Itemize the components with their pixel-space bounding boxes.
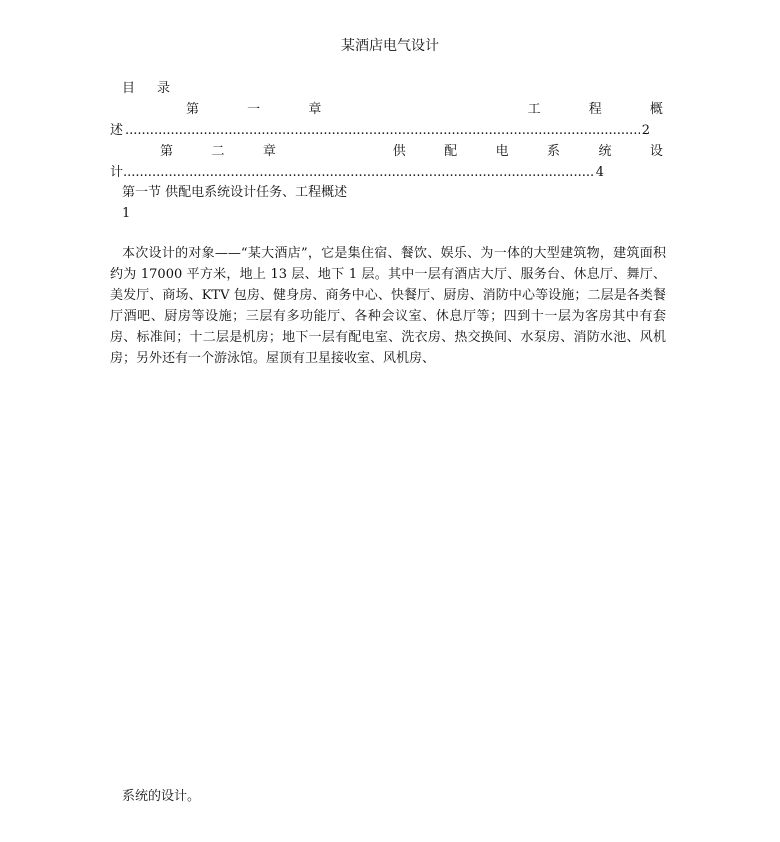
toc-heading-char: 录	[157, 81, 171, 96]
toc-dot-leader	[123, 162, 594, 183]
toc-heading-char: 目	[122, 81, 136, 96]
toc-section-page: 1	[122, 206, 131, 221]
toc-page-number: 4	[595, 165, 604, 180]
toc-char: 供	[392, 144, 406, 159]
toc-char: 第	[186, 102, 200, 117]
toc-char: 章	[262, 144, 276, 159]
toc-entry-2-leader[interactable]	[110, 162, 604, 183]
trailing-text: 系统的设计。	[122, 789, 201, 804]
toc-page-number: 2	[641, 123, 650, 138]
toc-entry-2-heading[interactable]	[160, 141, 663, 162]
toc-char: 程	[588, 102, 602, 117]
toc-char: 设	[649, 144, 663, 159]
toc-continuation: 述	[110, 123, 124, 138]
toc-entry-1-leader[interactable]	[110, 120, 650, 141]
toc-char: 工	[527, 102, 541, 117]
toc-char: 一	[247, 102, 261, 117]
toc-char: 概	[649, 102, 663, 117]
toc-char: 电	[495, 144, 509, 159]
toc-char: 统	[598, 144, 612, 159]
body-paragraph: 本次设计的对象——“某大酒店”，它是集住宿、餐饮、娱乐、为一体的大型建筑物，建筑面积约为 17000 平方米，地上 13 层、地下 1 层。其中一层有酒店大厅、服务台、休息厅、舞厅、美发厅、商场、KTV 包房、健身房、商务中心、快餐厅、厨房、消防中心等设施；二层是各类餐厅酒吧、厨房等设施；三层有多功能厅、各种会议室、休息厅等；四到十一层为客房其中有套房、标准间；十二层是机房；地下一层有配电室、洗衣房、热交换间、水泵房、消防水池、风机房；另外还有一个游泳馆。屋顶有卫星接收室、风机房、	[110, 246, 666, 366]
toc-char: 配	[444, 144, 458, 159]
toc-char: 系	[547, 144, 561, 159]
toc-char: 二	[211, 144, 225, 159]
toc-dot-leader	[125, 120, 640, 141]
document-title: 某酒店电气设计	[341, 38, 439, 54]
toc-char: 章	[308, 102, 322, 117]
toc-entry-1-heading[interactable]	[186, 99, 663, 120]
toc-continuation: 计	[110, 165, 124, 180]
toc-section-line[interactable]: 第一节 供配电系统设计任务、工程概述	[122, 185, 348, 200]
toc-char: 第	[160, 144, 174, 159]
toc-heading	[122, 78, 170, 99]
